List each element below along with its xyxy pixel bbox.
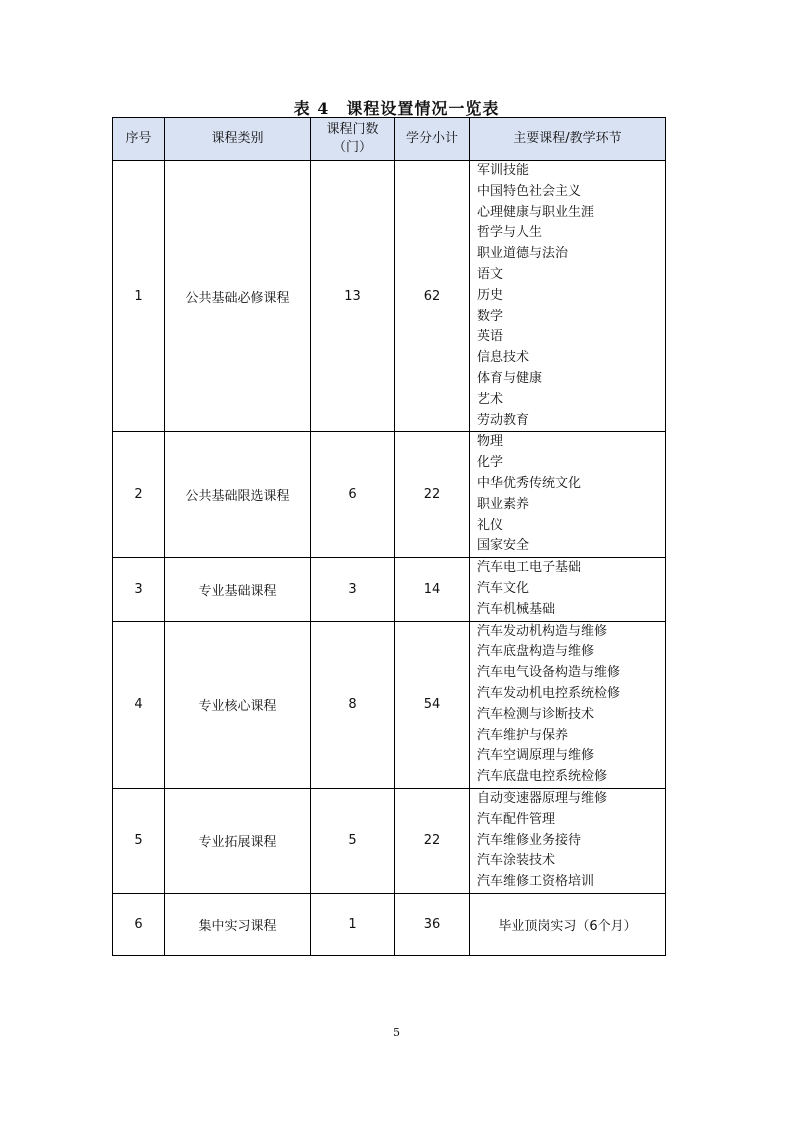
table-row: [113, 161, 666, 432]
row-category: 专业核心课程: [165, 621, 311, 788]
course-item: 汽车发动机电控系统检修: [477, 685, 621, 701]
row-credits: 22: [395, 788, 470, 893]
course-item: 数学: [477, 308, 504, 324]
row-seq: 4: [113, 621, 165, 788]
table-header-row: [113, 118, 666, 161]
course-item: 汽车配件管理: [477, 811, 556, 827]
course-item: 历史: [477, 287, 504, 303]
header-count: 课程门数（门）: [311, 118, 395, 161]
row-category: 专业拓展课程: [165, 788, 311, 893]
course-item: 化学: [477, 455, 504, 471]
course-item: 汽车维修工资格培训: [477, 874, 595, 890]
row-count: 13: [311, 161, 395, 432]
row-courses: 毕业顶岗实习（6个月）: [470, 893, 666, 955]
row-count: 6: [311, 432, 395, 558]
row-category: 集中实习课程: [165, 893, 311, 955]
row-courses: [470, 432, 666, 558]
row-count: 5: [311, 788, 395, 893]
row-courses: [470, 788, 666, 893]
row-courses: [470, 621, 666, 788]
course-item: 礼仪: [477, 517, 504, 533]
course-item: 汽车涂装技术: [477, 853, 556, 869]
course-item: 汽车文化: [477, 580, 530, 596]
course-item: 哲学与人生: [477, 225, 543, 241]
header-main-courses: 主要课程/教学环节: [470, 118, 666, 161]
course-item: 职业素养: [477, 496, 530, 512]
course-item: 汽车维护与保养: [477, 727, 569, 743]
course-item: 体育与健康: [477, 370, 543, 386]
table-row: [113, 558, 666, 621]
course-table: [112, 117, 666, 956]
course-item: 汽车电气设备构造与维修: [477, 665, 621, 681]
header-category: 课程类别: [165, 118, 311, 161]
course-item: 中国特色社会主义: [477, 183, 582, 199]
course-item: 物理: [477, 434, 504, 450]
row-seq: 1: [113, 161, 165, 432]
course-item: 汽车发动机构造与维修: [477, 623, 608, 639]
course-item: 信息技术: [477, 350, 530, 366]
course-item: 汽车电工电子基础: [477, 560, 582, 576]
course-item: 汽车空调原理与维修: [477, 748, 595, 764]
row-count: 1: [311, 893, 395, 955]
course-item: 汽车维修业务接待: [477, 832, 582, 848]
table-row: [113, 621, 666, 788]
row-courses: [470, 558, 666, 621]
row-seq: 2: [113, 432, 165, 558]
table-title: 表 4 课程设置情况一览表: [293, 99, 500, 118]
course-item: 汽车检测与诊断技术: [477, 706, 595, 722]
row-count: 8: [311, 621, 395, 788]
table-row: [113, 432, 666, 558]
row-count: 3: [311, 558, 395, 621]
row-credits: 14: [395, 558, 470, 621]
row-seq: 3: [113, 558, 165, 621]
row-category: 专业基础课程: [165, 558, 311, 621]
course-item: 艺术: [477, 391, 504, 407]
table-row: [113, 893, 666, 955]
row-category: 公共基础必修课程: [165, 161, 311, 432]
row-courses: [470, 161, 666, 432]
course-item: 劳动教育: [477, 412, 530, 428]
course-item: 国家安全: [477, 538, 530, 554]
course-item: 汽车底盘构造与维修: [477, 644, 595, 660]
course-item: 英语: [477, 329, 504, 345]
course-item: 中华优秀传统文化: [477, 475, 582, 491]
row-credits: 54: [395, 621, 470, 788]
page-number: 5: [393, 1026, 400, 1039]
row-credits: 62: [395, 161, 470, 432]
row-category: 公共基础限选课程: [165, 432, 311, 558]
header-seq: 序号: [113, 118, 165, 161]
table-row: [113, 788, 666, 893]
course-item: 职业道德与法治: [477, 246, 569, 262]
row-seq: 5: [113, 788, 165, 893]
course-item: 自动变速器原理与维修: [477, 790, 608, 806]
course-item: 军训技能: [477, 163, 530, 178]
header-credits: 学分小计: [395, 118, 470, 161]
course-item: 心理健康与职业生涯: [477, 204, 595, 220]
course-item: 汽车机械基础: [477, 601, 556, 617]
row-seq: 6: [113, 893, 165, 955]
row-credits: 22: [395, 432, 470, 558]
course-item: 汽车底盘电控系统检修: [477, 769, 608, 785]
row-credits: 36: [395, 893, 470, 955]
course-item: 语文: [477, 266, 504, 282]
